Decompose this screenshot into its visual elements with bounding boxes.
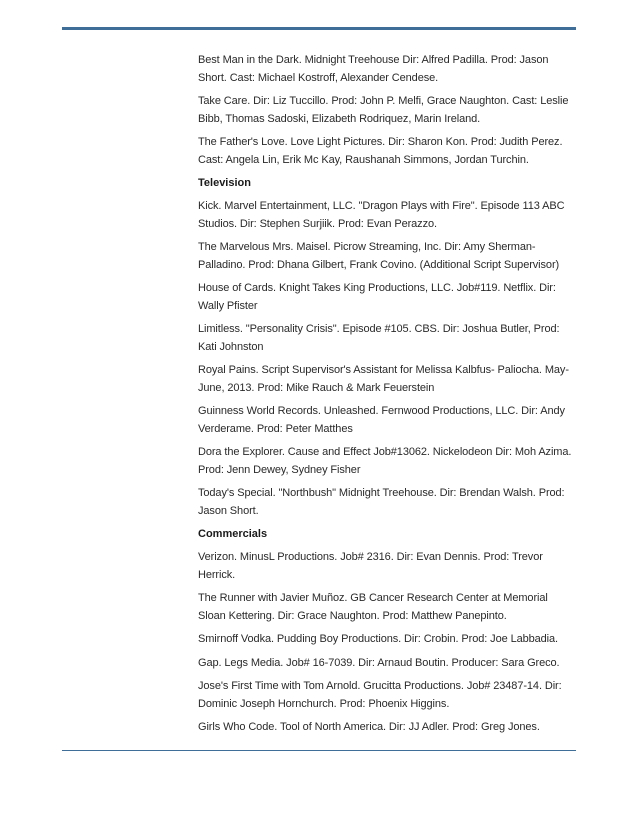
section-heading-television: Television (198, 177, 251, 189)
commercial-entry: Verizon. MinusL Productions. Job# 2316. Dir: Evan Dennis. Prod: Trevor Herrick. (198, 551, 543, 581)
section-heading-commercials: Commercials (198, 528, 268, 540)
television-entry: Kick. Marvel Entertainment, LLC. "Dragon Plays with Fire". Episode 113 ABC Studios. Dir: Stephen Surjiik. Prod: Evan Perazzo. (198, 200, 565, 230)
film-entry: Best Man in the Dark. Midnight Treehouse Dir: Alfred Padilla. Prod: Jason Short. Cast: Michael Kostroff, Alexander Cendese. (198, 54, 549, 84)
commercial-entry: Jose's First Time with Tom Arnold. Grucitta Productions. Job# 23487-14. Dir: Dominic Joseph Hornchurch. Prod: Phoenix Higgins. (198, 680, 562, 710)
top-divider (62, 27, 576, 30)
television-entry: Dora the Explorer. Cause and Effect Job#13062. Nickelodeon Dir: Moh Azima. Prod: Jenn Dewey, Sydney Fisher (198, 446, 572, 476)
film-entry: Take Care. Dir: Liz Tuccillo. Prod: John P. Melfi, Grace Naughton. Cast: Leslie Bibb, Thomas Sadoski, Elizabeth Rodriquez, Marin Ireland. (198, 95, 569, 125)
commercial-entry: Smirnoff Vodka. Pudding Boy Productions. Dir: Crobin. Prod: Joe Labbadia. (198, 633, 558, 645)
commercial-entry: The Runner with Javier Muñoz. GB Cancer Research Center at Memorial Sloan Kettering. Dir: Grace Naughton. Prod: Matthew Panepinto. (198, 592, 548, 622)
television-entry: The Marvelous Mrs. Maisel. Picrow Streaming, Inc. Dir: Amy Sherman-Palladino. Prod: Dhana Gilbert, Frank Covino. (Additional Script Supervisor) (198, 241, 560, 271)
film-entry: The Father's Love. Love Light Pictures. Dir: Sharon Kon. Prod: Judith Perez. Cast: Angela Lin, Erik Mc Kay, Raushanah Simmons, Jordan Turchin. (198, 136, 563, 166)
television-entry: Royal Pains. Script Supervisor's Assistant for Melissa Kalbfus- Paliocha. May- June, 2013. Prod: Mike Rauch & Mark Feuerstein (198, 364, 569, 394)
bottom-divider (62, 750, 576, 751)
television-entry: House of Cards. Knight Takes King Productions, LLC. Job#119. Netflix. Dir: Wally Pfister (198, 282, 556, 312)
television-entry: Limitless. "Personality Crisis". Episode #105. CBS. Dir: Joshua Butler, Prod: Kati Johnston (198, 323, 560, 353)
television-entry: Today's Special. "Northbush" Midnight Treehouse. Dir: Brendan Walsh. Prod: Jason Short. (198, 487, 565, 517)
commercial-entry: Girls Who Code. Tool of North America. Dir: JJ Adler. Prod: Greg Jones. (198, 721, 540, 733)
television-entry: Guinness World Records. Unleashed. Fernwood Productions, LLC. Dir: Andy Verderame. Prod: Peter Matthes (198, 405, 565, 435)
resume-content (198, 52, 576, 743)
commercial-entry: Gap. Legs Media. Job# 16-7039. Dir: Arnaud Boutin. Producer: Sara Greco. (198, 656, 560, 669)
